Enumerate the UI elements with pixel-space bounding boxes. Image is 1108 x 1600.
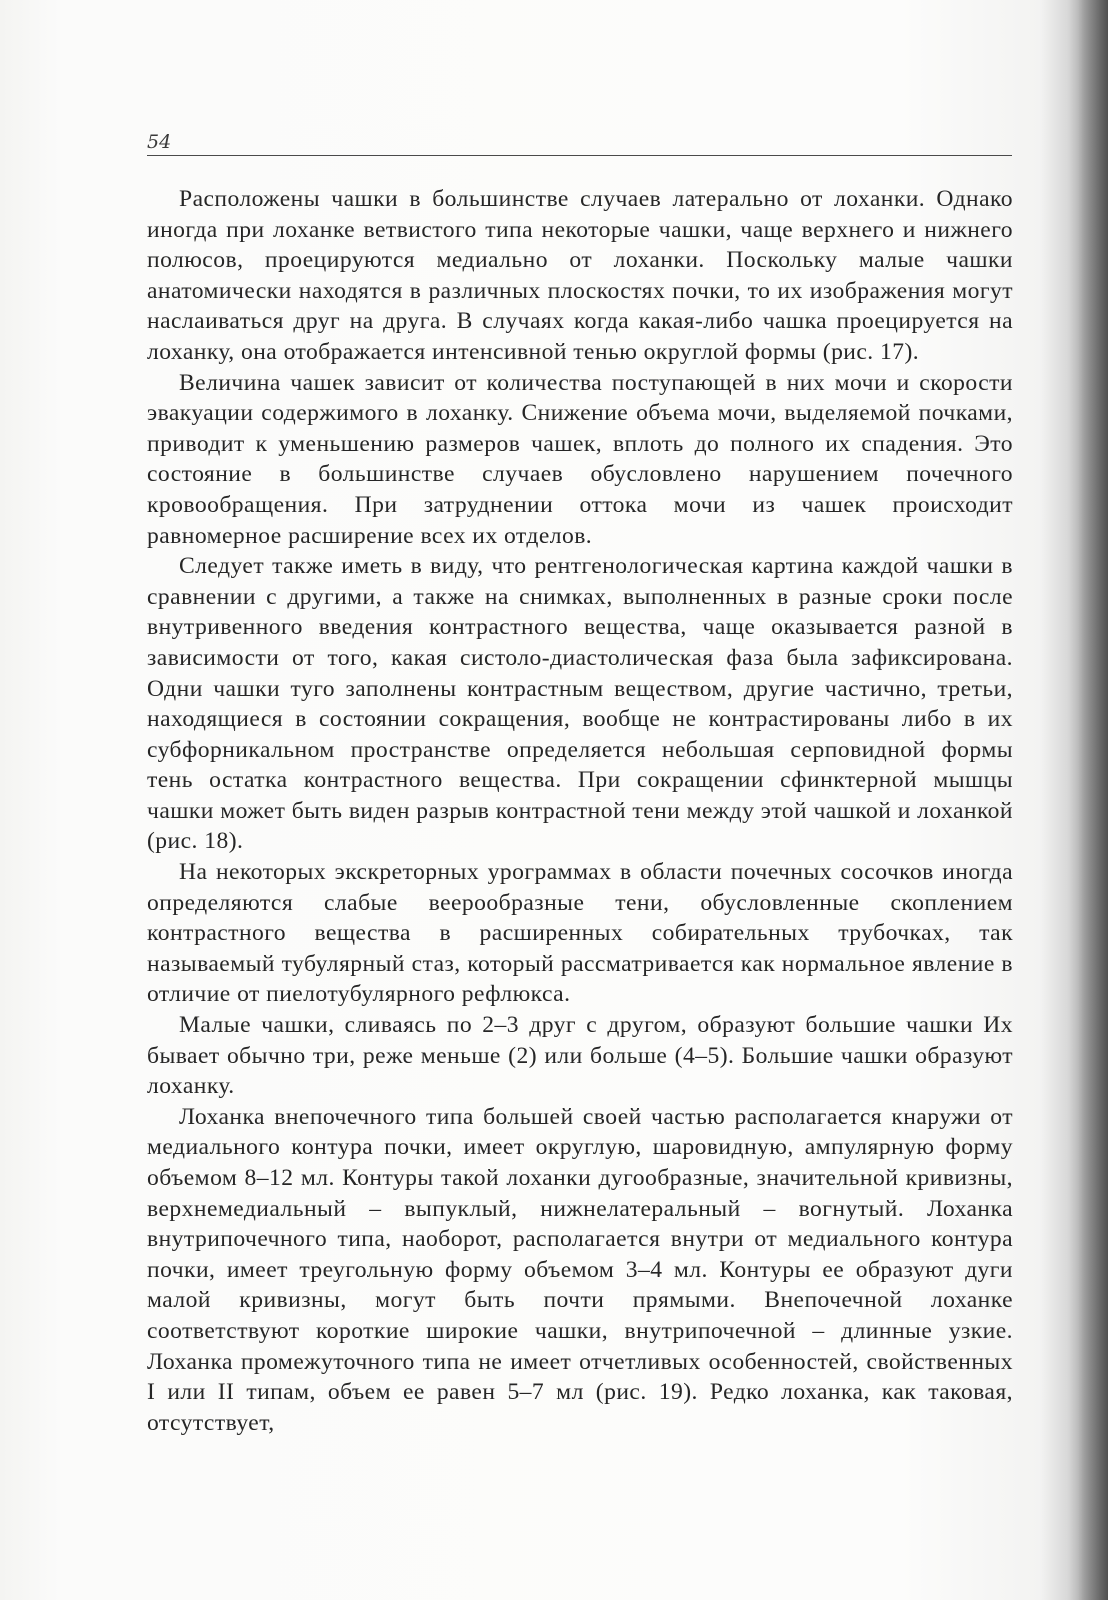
paragraph: Величина чашек зависит от количества поступающей в них мочи и скорости эвакуации содержимого в лоханку. Снижение объема мочи, выделяемой почками, приводит к уменьшению размеров чашек, вплоть до полного их спадения. Это состояние в большинстве случаев обусловлено нарушением почечного кровообращения. При затруднении оттока мочи из чашек происходит равномерное расширение всех их отделов. <box>147 369 1013 549</box>
paragraph: Следует также иметь в виду, что рентгенологическая картина каждой чашки в сравнении с другими, а также на снимках, выполненных в разные сроки после внутривенного введения контрастного вещества, чаще оказывается разной в зависимости от того, какая систоло-диастолическая фаза была зафиксирована. Одни чашки туго заполнены контрастным веществом, другие частично, третьи, находящиеся в состоянии сокращения, вообще не контрастированы либо в их субфорникальном пространстве определяется небольшая серповидной формы тень остатка контрастного вещества. При сокращении сфинктерной мышцы чашки может быть виден разрыв контрастной тени между этой чашкой и лоханкой (рис. 18). <box>147 553 1013 855</box>
paragraph: Малые чашки, сливаясь по 2–3 друг с другом, образуют большие чашки Их бывает обычно три, реже меньше (2) или больше (4–5). Большие чашки образуют лоханку. <box>147 1012 1013 1100</box>
paragraph: Расположены чашки в большинстве случаев латерально от лоханки. Однако иногда при лоханке ветвистого типа некоторые чашки, чаще верхнего и нижнего полюсов, проецируются медиально от лоханки. Поскольку малые чашки анатомически находятся в различных плоскостях почки, то их изображения могут наслаиваться друг на друга. В случаях когда какая-либо чашка проецируется на лоханку, она отображается интенсивной тенью округлой формы (рис. 17). <box>147 186 1013 365</box>
body-text <box>147 184 1013 1438</box>
paragraph: Лоханка внепочечного типа большей своей частью располагается кнаружи от медиального контура почки, имеет округлую, шаровидную, ампулярную форму объемом 8–12 мл. Контуры такой лоханки дугообразные, значительной кривизны, верхнемедиальный – выпуклый, нижнелатеральный – вогнутый. Лоханка внутрипочечного типа, наоборот, располагается внутри от медиального контура почки, имеет треугольную форму объемом 3–4 мл. Контуры ее образуют дуги малой кривизны, могут быть почти прямыми. Внепочечной лоханке соответствуют короткие широкие чашки, внутрипочечной – длинные узкие. Лоханка промежуточного типа не имеет отчетливых особенностей, свойственных I или II типам, объем ее равен 5–7 мл (рис. 19). Редко лоханка, как таковая, отсутствует, <box>147 1103 1013 1436</box>
paragraph: На некоторых экскреторных урограммах в области почечных сосочков иногда определяются слабые веерообразные тени, обусловленные скоплением контрастного вещества в расширенных собирательных трубочках, так называемый тубулярный стаз, который рассматривается как нормальное явление в отличие от пиелотубулярного рефлюкса. <box>147 859 1013 1008</box>
page-number: 54 <box>147 131 172 153</box>
page-spine-shadow <box>1078 0 1108 1600</box>
header-rule <box>147 155 1012 156</box>
